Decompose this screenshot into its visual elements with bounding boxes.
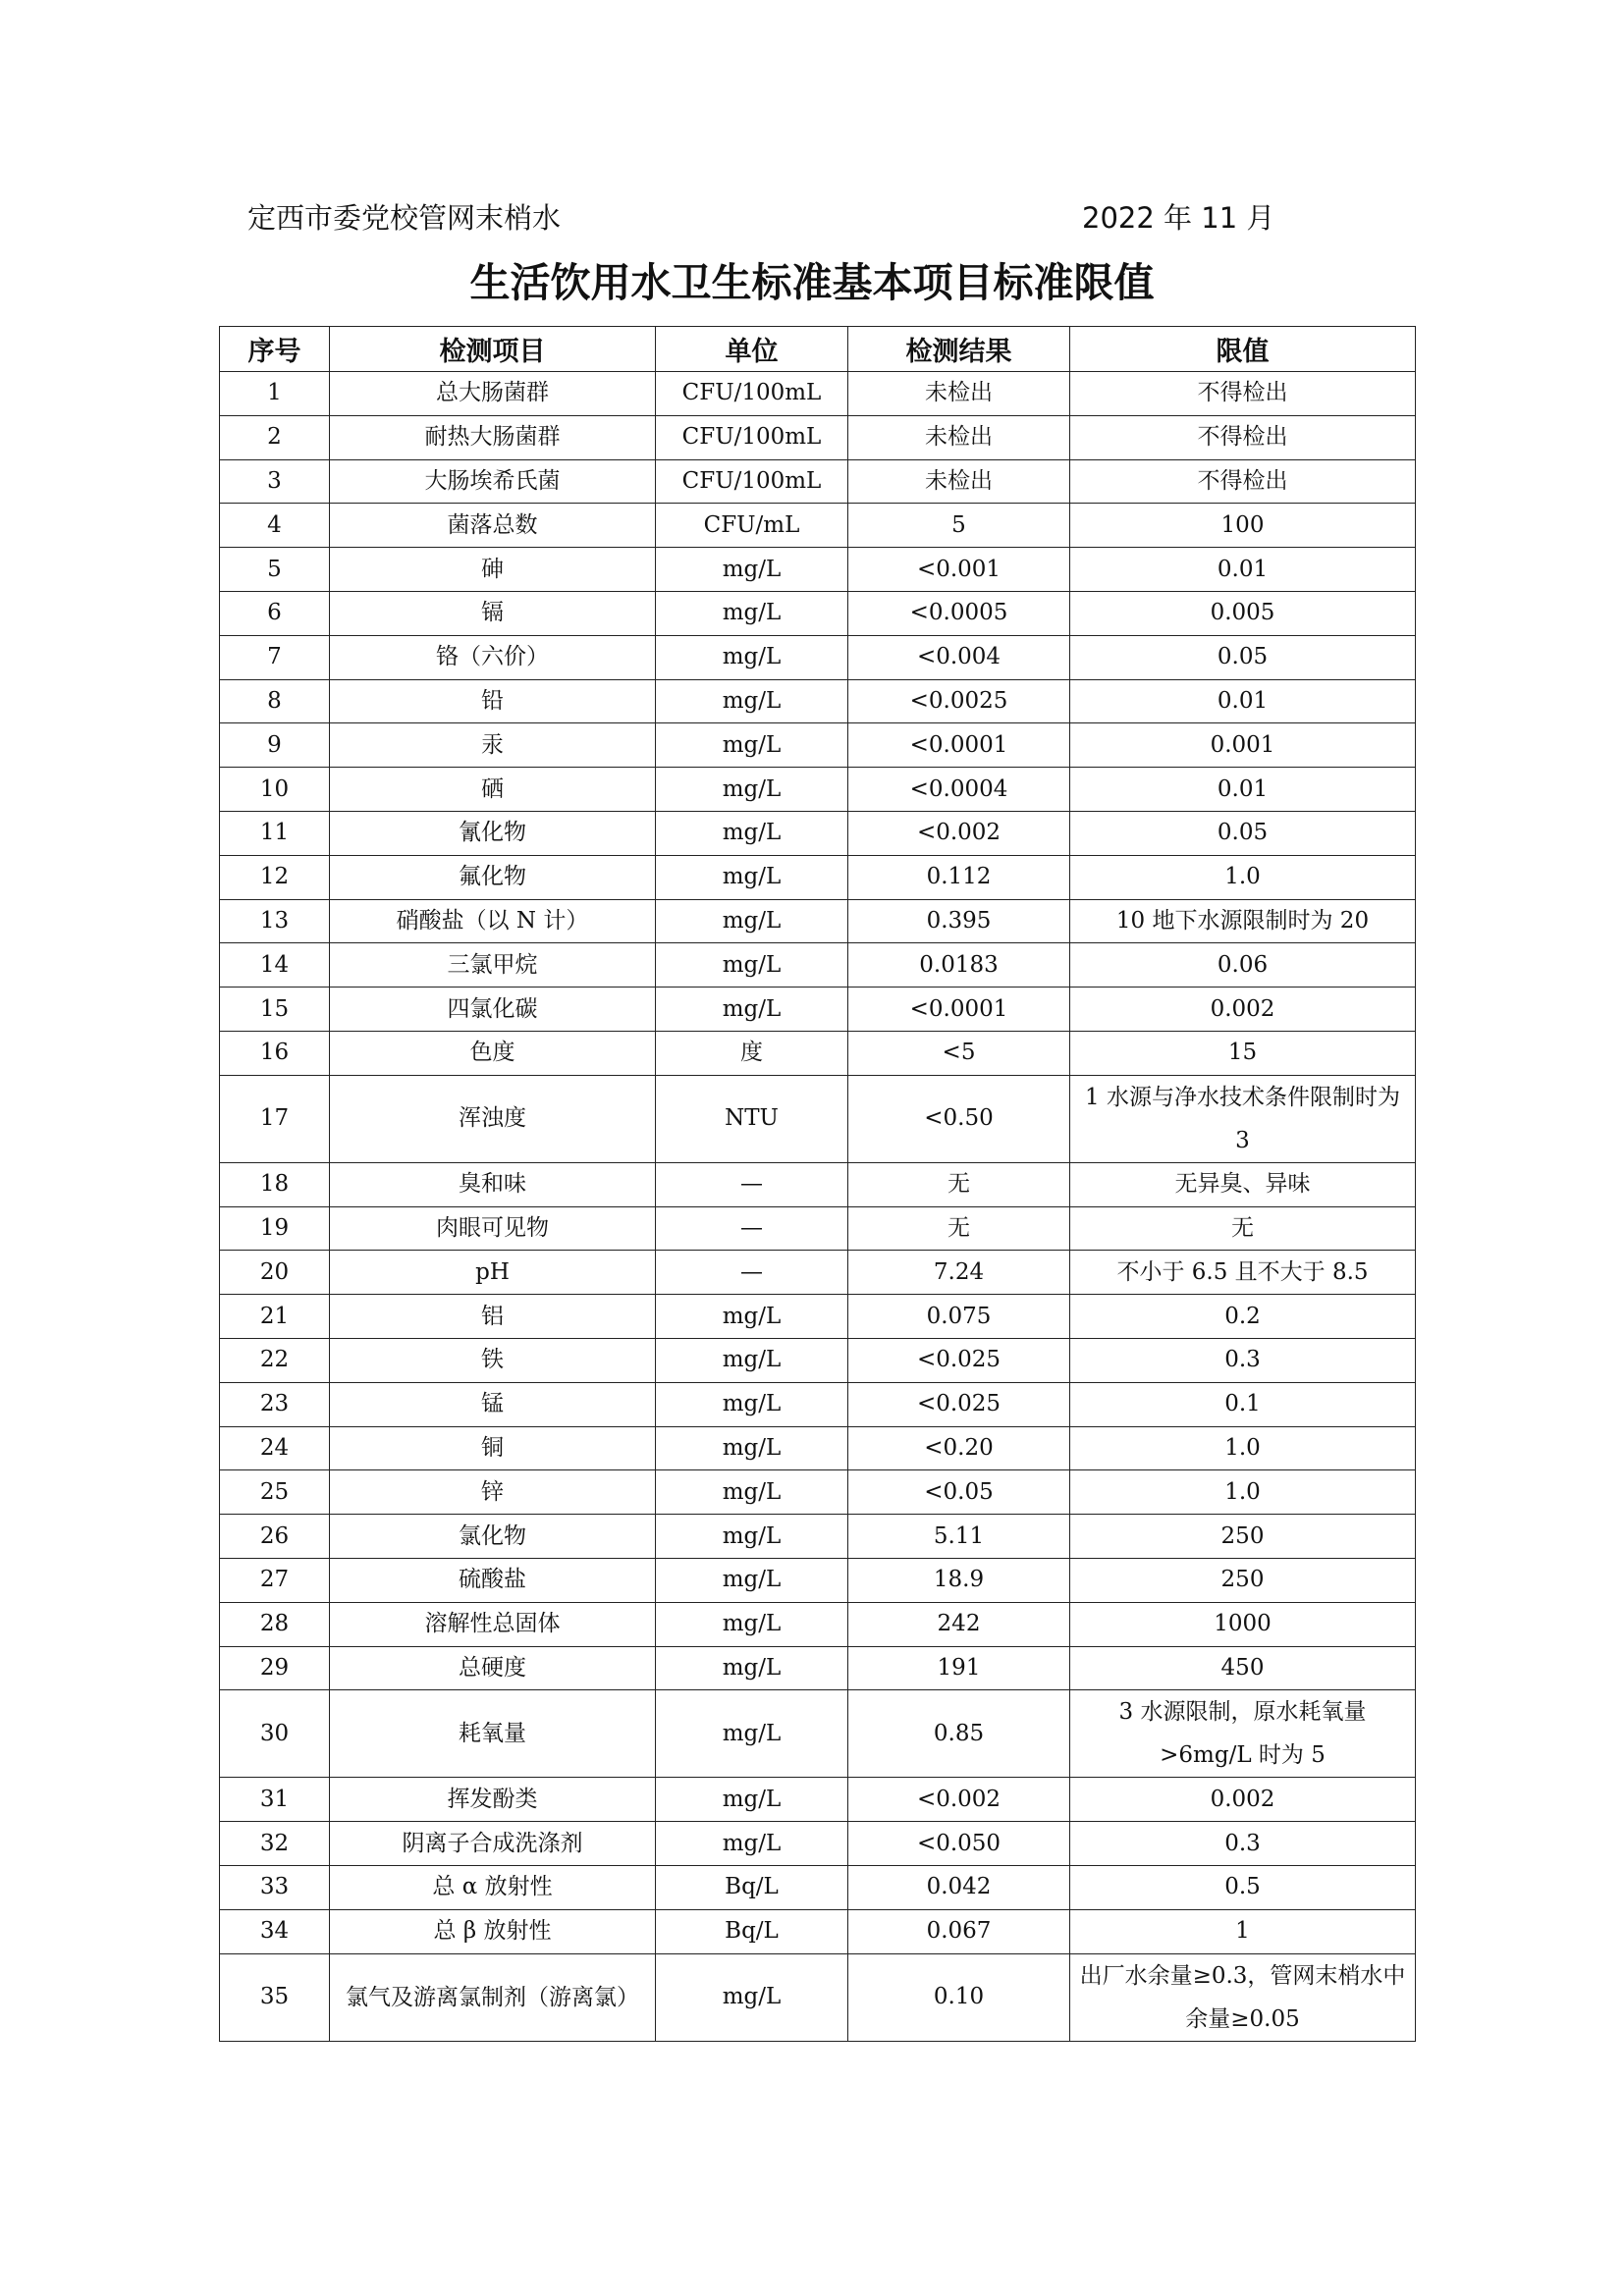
cell-limit: 100 — [1070, 504, 1416, 548]
cell-result: <0.025 — [848, 1382, 1070, 1426]
cell-result: <0.002 — [848, 1778, 1070, 1822]
cell-result: <0.001 — [848, 548, 1070, 592]
cell-result: <0.050 — [848, 1822, 1070, 1866]
cell-result: <0.0004 — [848, 768, 1070, 812]
cell-limit: 250 — [1070, 1558, 1416, 1602]
cell-unit: 度 — [656, 1031, 848, 1075]
cell-limit: 0.002 — [1070, 1778, 1416, 1822]
cell-result: 0.0183 — [848, 943, 1070, 988]
cell-limit: 不小于 6.5 且不大于 8.5 — [1070, 1251, 1416, 1295]
cell-no: 2 — [220, 415, 330, 459]
cell-unit: mg/L — [656, 1382, 848, 1426]
table-row — [220, 1470, 1416, 1515]
cell-result: 191 — [848, 1646, 1070, 1690]
cell-no: 7 — [220, 635, 330, 679]
table-row — [220, 943, 1416, 988]
cell-no: 34 — [220, 1909, 330, 1953]
cell-unit: — — [656, 1251, 848, 1295]
table-row — [220, 1295, 1416, 1339]
cell-result: <0.004 — [848, 635, 1070, 679]
cell-item: 四氯化碳 — [330, 988, 656, 1032]
cell-no: 26 — [220, 1515, 330, 1559]
cell-unit: Bq/L — [656, 1865, 848, 1909]
cell-result: 0.067 — [848, 1909, 1070, 1953]
table-row — [220, 459, 1416, 504]
table-row — [220, 988, 1416, 1032]
cell-no: 15 — [220, 988, 330, 1032]
cell-result: 0.075 — [848, 1295, 1070, 1339]
cell-result: 0.042 — [848, 1865, 1070, 1909]
cell-limit: 0.01 — [1070, 679, 1416, 723]
cell-unit: Bq/L — [656, 1909, 848, 1953]
table-body — [220, 372, 1416, 2042]
cell-limit: 出厂水余量≥0.3，管网末梢水中余量≥0.05 — [1070, 1953, 1416, 2041]
cell-no: 24 — [220, 1426, 330, 1470]
cell-item: 氯气及游离氯制剂（游离氯） — [330, 1953, 656, 2041]
table-row — [220, 372, 1416, 416]
cell-no: 27 — [220, 1558, 330, 1602]
cell-unit: mg/L — [656, 1470, 848, 1515]
cell-result: 未检出 — [848, 415, 1070, 459]
cell-item: 耗氧量 — [330, 1690, 656, 1778]
table-row — [220, 1865, 1416, 1909]
cell-result: <0.05 — [848, 1470, 1070, 1515]
cell-unit: mg/L — [656, 988, 848, 1032]
table-row — [220, 591, 1416, 635]
column-header-unit: 单位 — [656, 327, 848, 372]
table-row — [220, 1558, 1416, 1602]
table-row — [220, 1909, 1416, 1953]
cell-no: 6 — [220, 591, 330, 635]
cell-item: 氟化物 — [330, 855, 656, 899]
cell-item: 阴离子合成洗涤剂 — [330, 1822, 656, 1866]
cell-limit: 不得检出 — [1070, 415, 1416, 459]
table-row — [220, 504, 1416, 548]
cell-result: <0.025 — [848, 1338, 1070, 1382]
cell-limit: 1.0 — [1070, 1470, 1416, 1515]
cell-item: 浑浊度 — [330, 1075, 656, 1162]
cell-item: 色度 — [330, 1031, 656, 1075]
cell-item: 砷 — [330, 548, 656, 592]
cell-unit: mg/L — [656, 1602, 848, 1646]
column-header-item: 检测项目 — [330, 327, 656, 372]
cell-limit: 0.01 — [1070, 548, 1416, 592]
cell-item: 菌落总数 — [330, 504, 656, 548]
cell-unit: mg/L — [656, 591, 848, 635]
cell-item: 汞 — [330, 723, 656, 768]
cell-unit: — — [656, 1206, 848, 1251]
cell-no: 18 — [220, 1162, 330, 1206]
cell-limit: 不得检出 — [1070, 372, 1416, 416]
cell-result: <0.0005 — [848, 591, 1070, 635]
table-row — [220, 1515, 1416, 1559]
cell-result: <0.0001 — [848, 988, 1070, 1032]
cell-no: 23 — [220, 1382, 330, 1426]
cell-limit: 250 — [1070, 1515, 1416, 1559]
cell-unit: CFU/100mL — [656, 415, 848, 459]
cell-unit: mg/L — [656, 1822, 848, 1866]
cell-no: 35 — [220, 1953, 330, 2041]
cell-result: <0.002 — [848, 811, 1070, 855]
cell-no: 3 — [220, 459, 330, 504]
cell-result: 未检出 — [848, 459, 1070, 504]
cell-item: 总硬度 — [330, 1646, 656, 1690]
cell-item: 锌 — [330, 1470, 656, 1515]
cell-no: 16 — [220, 1031, 330, 1075]
cell-result: 无 — [848, 1162, 1070, 1206]
cell-limit: 0.05 — [1070, 811, 1416, 855]
cell-no: 13 — [220, 899, 330, 943]
cell-item: 总 α 放射性 — [330, 1865, 656, 1909]
table-row — [220, 1778, 1416, 1822]
cell-result: 0.85 — [848, 1690, 1070, 1778]
cell-item: 铅 — [330, 679, 656, 723]
cell-item: 大肠埃希氏菌 — [330, 459, 656, 504]
cell-unit: mg/L — [656, 1338, 848, 1382]
cell-no: 29 — [220, 1646, 330, 1690]
cell-item: pH — [330, 1251, 656, 1295]
cell-unit: mg/L — [656, 679, 848, 723]
cell-item: 硝酸盐（以 N 计） — [330, 899, 656, 943]
cell-item: 氯化物 — [330, 1515, 656, 1559]
table-row — [220, 1646, 1416, 1690]
table-row — [220, 899, 1416, 943]
cell-item: 铁 — [330, 1338, 656, 1382]
cell-limit: 无 — [1070, 1206, 1416, 1251]
cell-no: 14 — [220, 943, 330, 988]
cell-limit: 3 水源限制，原水耗氧量>6mg/L 时为 5 — [1070, 1690, 1416, 1778]
cell-unit: mg/L — [656, 548, 848, 592]
cell-result: 5.11 — [848, 1515, 1070, 1559]
cell-item: 三氯甲烷 — [330, 943, 656, 988]
table-row — [220, 415, 1416, 459]
cell-item: 总大肠菌群 — [330, 372, 656, 416]
cell-result: 无 — [848, 1206, 1070, 1251]
column-header-result: 检测结果 — [848, 327, 1070, 372]
cell-unit: — — [656, 1162, 848, 1206]
table-row — [220, 1162, 1416, 1206]
cell-no: 31 — [220, 1778, 330, 1822]
cell-limit: 0.05 — [1070, 635, 1416, 679]
cell-item: 溶解性总固体 — [330, 1602, 656, 1646]
cell-item: 镉 — [330, 591, 656, 635]
cell-item: 臭和味 — [330, 1162, 656, 1206]
cell-unit: mg/L — [656, 768, 848, 812]
cell-no: 21 — [220, 1295, 330, 1339]
table-row — [220, 768, 1416, 812]
cell-item: 总 β 放射性 — [330, 1909, 656, 1953]
cell-item: 铬（六价） — [330, 635, 656, 679]
cell-limit: 1 — [1070, 1909, 1416, 1953]
cell-limit: 不得检出 — [1070, 459, 1416, 504]
cell-unit: mg/L — [656, 1295, 848, 1339]
table-row — [220, 1602, 1416, 1646]
cell-limit: 15 — [1070, 1031, 1416, 1075]
cell-unit: mg/L — [656, 1515, 848, 1559]
cell-result: 5 — [848, 504, 1070, 548]
cell-result: 0.112 — [848, 855, 1070, 899]
cell-no: 30 — [220, 1690, 330, 1778]
cell-result: <0.0001 — [848, 723, 1070, 768]
cell-item: 铜 — [330, 1426, 656, 1470]
cell-unit: CFU/mL — [656, 504, 848, 548]
cell-unit: mg/L — [656, 1778, 848, 1822]
cell-limit: 0.06 — [1070, 943, 1416, 988]
cell-unit: mg/L — [656, 899, 848, 943]
cell-item: 挥发酚类 — [330, 1778, 656, 1822]
column-header-limit: 限值 — [1070, 327, 1416, 372]
cell-unit: mg/L — [656, 635, 848, 679]
table-row — [220, 1075, 1416, 1162]
cell-no: 19 — [220, 1206, 330, 1251]
table-row — [220, 1690, 1416, 1778]
table-row — [220, 1953, 1416, 2041]
cell-limit: 0.001 — [1070, 723, 1416, 768]
document-title: 生活饮用水卫生标准基本项目标准限值 — [469, 259, 1155, 306]
table-row — [220, 1822, 1416, 1866]
cell-result: 7.24 — [848, 1251, 1070, 1295]
report-date: 2022 年 11 月 — [1082, 201, 1275, 235]
cell-no: 33 — [220, 1865, 330, 1909]
cell-result: <0.50 — [848, 1075, 1070, 1162]
cell-no: 32 — [220, 1822, 330, 1866]
table-row — [220, 1382, 1416, 1426]
table-row — [220, 1251, 1416, 1295]
cell-limit: 10 地下水源限制时为 20 — [1070, 899, 1416, 943]
cell-limit: 0.005 — [1070, 591, 1416, 635]
table-row — [220, 1206, 1416, 1251]
cell-limit: 1 水源与净水技术条件限制时为 3 — [1070, 1075, 1416, 1162]
cell-limit: 无异臭、异味 — [1070, 1162, 1416, 1206]
cell-no: 28 — [220, 1602, 330, 1646]
cell-unit: NTU — [656, 1075, 848, 1162]
cell-item: 锰 — [330, 1382, 656, 1426]
table-row — [220, 1031, 1416, 1075]
cell-result: <0.0025 — [848, 679, 1070, 723]
table-row — [220, 679, 1416, 723]
cell-item: 耐热大肠菌群 — [330, 415, 656, 459]
cell-no: 12 — [220, 855, 330, 899]
cell-unit: CFU/100mL — [656, 459, 848, 504]
cell-no: 9 — [220, 723, 330, 768]
cell-item: 铝 — [330, 1295, 656, 1339]
cell-result: 0.10 — [848, 1953, 1070, 2041]
cell-result: <5 — [848, 1031, 1070, 1075]
table-row — [220, 1338, 1416, 1382]
cell-result: <0.20 — [848, 1426, 1070, 1470]
cell-unit: mg/L — [656, 1646, 848, 1690]
cell-no: 8 — [220, 679, 330, 723]
cell-no: 20 — [220, 1251, 330, 1295]
cell-no: 10 — [220, 768, 330, 812]
cell-limit: 450 — [1070, 1646, 1416, 1690]
cell-limit: 0.002 — [1070, 988, 1416, 1032]
cell-item: 氰化物 — [330, 811, 656, 855]
cell-limit: 0.5 — [1070, 1865, 1416, 1909]
column-header-no: 序号 — [220, 327, 330, 372]
cell-result: 0.395 — [848, 899, 1070, 943]
cell-unit: mg/L — [656, 811, 848, 855]
cell-limit: 1.0 — [1070, 1426, 1416, 1470]
cell-unit: mg/L — [656, 855, 848, 899]
water-quality-table — [219, 326, 1416, 2042]
cell-unit: mg/L — [656, 1426, 848, 1470]
cell-unit: mg/L — [656, 1558, 848, 1602]
cell-no: 5 — [220, 548, 330, 592]
table-row — [220, 548, 1416, 592]
cell-no: 1 — [220, 372, 330, 416]
cell-no: 22 — [220, 1338, 330, 1382]
cell-limit: 0.3 — [1070, 1822, 1416, 1866]
cell-limit: 0.1 — [1070, 1382, 1416, 1426]
cell-no: 17 — [220, 1075, 330, 1162]
cell-result: 242 — [848, 1602, 1070, 1646]
cell-item: 硫酸盐 — [330, 1558, 656, 1602]
cell-unit: mg/L — [656, 1690, 848, 1778]
cell-item: 肉眼可见物 — [330, 1206, 656, 1251]
table-row — [220, 1426, 1416, 1470]
cell-unit: mg/L — [656, 943, 848, 988]
cell-no: 11 — [220, 811, 330, 855]
cell-item: 硒 — [330, 768, 656, 812]
cell-limit: 1000 — [1070, 1602, 1416, 1646]
cell-limit: 0.2 — [1070, 1295, 1416, 1339]
cell-unit: mg/L — [656, 723, 848, 768]
cell-limit: 0.3 — [1070, 1338, 1416, 1382]
cell-result: 18.9 — [848, 1558, 1070, 1602]
cell-unit: mg/L — [656, 1953, 848, 2041]
cell-unit: CFU/100mL — [656, 372, 848, 416]
sample-location: 定西市委党校管网末梢水 — [247, 201, 562, 235]
cell-limit: 1.0 — [1070, 855, 1416, 899]
cell-result: 未检出 — [848, 372, 1070, 416]
table-row — [220, 811, 1416, 855]
cell-limit: 0.01 — [1070, 768, 1416, 812]
table-header-row — [220, 327, 1416, 372]
cell-no: 25 — [220, 1470, 330, 1515]
table-row — [220, 723, 1416, 768]
table-row — [220, 635, 1416, 679]
table-row — [220, 855, 1416, 899]
cell-no: 4 — [220, 504, 330, 548]
